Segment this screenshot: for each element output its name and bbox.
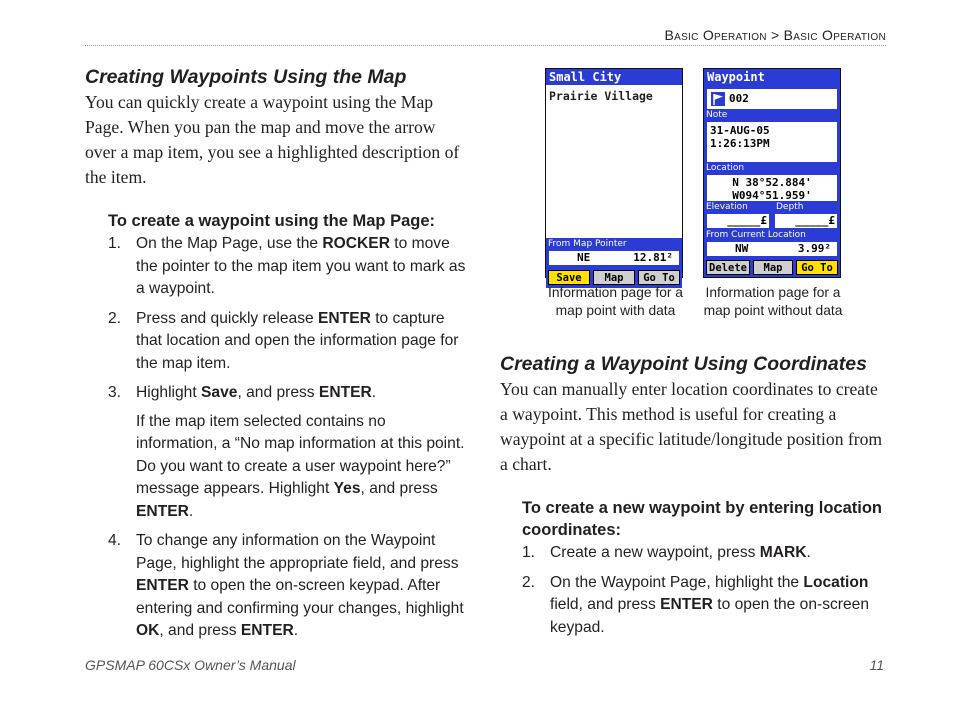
steps-list-map [108, 233, 470, 643]
pointer-field [548, 250, 680, 266]
gps-screen-waypoint [703, 68, 841, 278]
right-column [500, 353, 888, 646]
list-item: 2. Press and quickly release ENTER to capture that location and open the information page for the map item. [108, 309, 459, 372]
pointer-label: From Map Pointer [548, 239, 627, 249]
section-heading-map: Creating Waypoints Using the Map [85, 66, 407, 88]
goto-button[interactable]: Go To [638, 270, 680, 285]
breadcrumb: Basic Operation > Basic Operation [664, 27, 886, 43]
note-label: Note [706, 110, 728, 120]
pointer-panel [546, 239, 682, 268]
list-item: 2. On the Waypoint Page, highlight the Location field, and press ENTER to open the on-screen keypad. [522, 573, 869, 636]
waypoint-id: 002 [729, 92, 749, 105]
depth-label: Depth [776, 202, 804, 212]
elevation-field[interactable]: _____£ [706, 213, 770, 229]
map-button[interactable]: Map [753, 260, 793, 275]
save-button[interactable]: Save [548, 270, 590, 285]
location-field[interactable] [706, 174, 838, 202]
header-divider [85, 45, 886, 46]
current-location-label: From Current Location [706, 230, 806, 240]
bearing-value: NW [735, 242, 749, 255]
distance-value: 12.81² [633, 251, 673, 264]
procedure-title-map: To create a waypoint using the Map Page: [108, 212, 436, 230]
bearing-value: NE [577, 251, 591, 264]
longitude-value: W094°51.959' [732, 189, 812, 202]
screen-title: Waypoint [704, 69, 840, 85]
gps-screen-small-city [545, 68, 683, 284]
list-item: 3. Highlight Save, and press ENTER. If the map item selected contains no information, a “No map information at this point. Do you want to create a user waypoint here?” message appears. Highlight Yes, and press ENTER. [108, 382, 470, 523]
note-field[interactable]: 31-AUG-05 1:26:13PM [706, 121, 838, 163]
delete-button[interactable]: Delete [706, 260, 750, 275]
current-location-field [706, 241, 838, 257]
page-number: 11 [869, 657, 884, 673]
list-item: 4. To change any information on the Waypoint Page, highlight the appropriate field, and press ENTER to open the on-screen keypad. After entering and confirming your changes, highlight OK, and press ENTER. [108, 532, 464, 639]
goto-button[interactable]: Go To [796, 260, 838, 275]
left-column [85, 66, 470, 650]
latitude-value: N 38°52.884' [732, 176, 812, 189]
section-heading-coordinates: Creating a Waypoint Using Coordinates [500, 353, 867, 375]
distance-value: 3.99² [797, 242, 831, 255]
section-intro-map: You can quickly create a waypoint using the Map Page. When you pan the map and move the arrow over a map item, you see a highlighted description of the item. [85, 92, 460, 187]
footer-manual-title: GPSMAP 60CSx Owner’s Manual [85, 657, 296, 673]
procedure-title-coordinates: To create a new waypoint by entering location coordinates: [522, 499, 883, 539]
caption-left: Information page for a map point with data [548, 285, 683, 318]
elevation-label: Elevation [706, 202, 748, 212]
place-name: Prairie Village [546, 85, 682, 239]
waypoint-id-field[interactable] [706, 88, 838, 110]
screen-title: Small City [546, 69, 682, 85]
section-intro-coordinates: You can manually enter location coordinates to create a waypoint. This method is useful for creating a waypoint at a specific latitude/longitude position from a chart. [500, 379, 883, 474]
step-note: If the map item selected contains no information, a “No map information at this point. Do you want to create a user waypoint here?” message appears. Highlight Yes, and press ENTER. [136, 412, 465, 520]
flag-icon [711, 92, 725, 106]
elevation-depth-labels [704, 202, 840, 213]
steps-list-coordinates [522, 542, 888, 639]
location-label: Location [706, 163, 745, 173]
list-item: 1. Create a new waypoint, press MARK. [522, 544, 811, 561]
list-item: 1. On the Map Page, use the ROCKER to move the pointer to the map item you want to mark as a waypoint. [108, 235, 466, 297]
map-button[interactable]: Map [593, 270, 635, 285]
depth-field[interactable]: _____£ [774, 213, 838, 229]
elevation-depth-fields [706, 213, 838, 229]
caption-right: Information page for a map point without data [703, 285, 843, 318]
button-row [704, 257, 840, 275]
